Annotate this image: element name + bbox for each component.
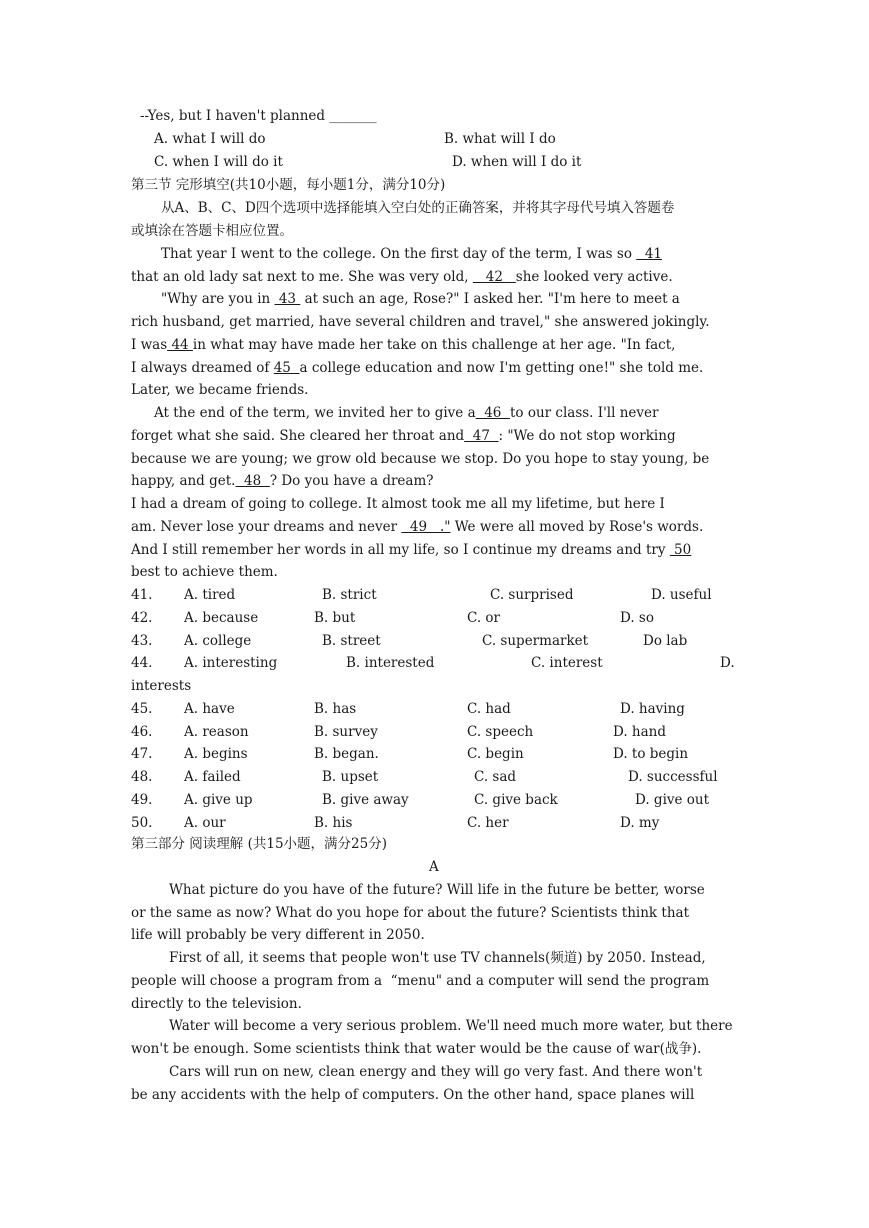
choice-option-d: D. [720, 655, 735, 671]
passage-line: forget what she said. She cleared her throat and 47 : "We do not stop working [131, 428, 676, 444]
passage-line: And I still remember her words in all my life, so I continue my dreams and try 50 [131, 542, 692, 558]
choice-option-a: A. tired [184, 587, 236, 603]
choice-option-d-continued: interests [131, 678, 192, 694]
reading-line: life will probably be very different in 2050. [131, 927, 425, 943]
q40-option-c: C. when I will do it [154, 154, 283, 170]
reading-line: What picture do you have of the future? Will life in the future be better, worse [169, 882, 705, 898]
choice-option-b: B. interested [346, 655, 435, 671]
q40-option-b: B. what will I do [444, 131, 556, 147]
choice-option-c: C. speech [467, 724, 534, 740]
section3-instruction-line1: 从A、B、C、D四个选项中选择能填入空白处的正确答案，并将其字母代号填入答题卷 [161, 200, 675, 216]
blank-42: 42 [472, 269, 516, 285]
passage-line: am. Never lose your dreams and never 49 ." We were all moved by Rose's words. [131, 519, 704, 535]
choice-option-c: C. her [467, 815, 509, 831]
choice-option-b: B. but [314, 610, 356, 626]
choice-number: 48. [131, 769, 153, 785]
section3-heading: 第三节 完形填空(共10小题，每小题1分，满分10分) [131, 177, 446, 193]
q40-option-a: A. what I will do [154, 131, 266, 147]
reading-line: Water will become a very serious problem. We'll need much more water, but there [169, 1018, 733, 1034]
reading-line: won't be enough. Some scientists think that water would be the cause of war(战争). [131, 1041, 702, 1057]
choice-option-a: A. college [184, 633, 252, 649]
choice-number: 41. [131, 587, 153, 603]
choice-option-d: D. my [620, 815, 660, 831]
passage-line: I had a dream of going to college. It almost took me all my lifetime, but here I [131, 496, 665, 512]
choice-option-a: A. have [184, 701, 235, 717]
passage-line: "Why are you in 43 at such an age, Rose?" I asked her. "I'm here to meet a [161, 291, 680, 307]
choice-option-d: D. to begin [613, 746, 689, 762]
choice-number: 47. [131, 746, 153, 762]
passage-line: that an old lady sat next to me. She was very old, 42 she looked very active. [131, 269, 673, 285]
choice-number: 42. [131, 610, 153, 626]
choice-number: 46. [131, 724, 153, 740]
passage-line: best to achieve them. [131, 564, 278, 580]
reading-line: or the same as now? What do you hope for about the future? Scientists think that [131, 905, 689, 921]
passage-line: I was 44 in what may have made her take on this challenge at her age. "In fact, [131, 337, 676, 353]
choice-option-a: A. give up [184, 792, 253, 808]
choice-number: 45. [131, 701, 153, 717]
choice-option-b: B. street [322, 633, 381, 649]
choice-option-c: C. supermarket [482, 633, 589, 649]
choice-option-b: B. give away [322, 792, 409, 808]
passage-line: I always dreamed of 45 a college education and now I'm getting one!" she told me. [131, 360, 704, 376]
choice-option-c: C. surprised [490, 587, 574, 603]
section3-instruction-line2: 或填涂在答题卡相应位置。 [131, 223, 293, 239]
choice-option-c: C. or [467, 610, 501, 626]
passage-line: happy, and get. 48 ? Do you have a dream? [131, 473, 434, 489]
q40-option-d: D. when will I do it [452, 154, 582, 170]
choice-option-d: D. give out [635, 792, 710, 808]
choice-option-c: C. begin [467, 746, 524, 762]
choice-number: 44. [131, 655, 153, 671]
blank-47: 47 [464, 428, 499, 444]
choice-option-a: A. reason [184, 724, 249, 740]
choice-option-c: C. give back [474, 792, 558, 808]
choice-option-b: B. upset [322, 769, 379, 785]
choice-option-d: D. successful [628, 769, 718, 785]
choice-option-c: C. had [467, 701, 511, 717]
choice-option-c: C. interest [531, 655, 603, 671]
q40-stem: --Yes, but I haven't planned _______ [140, 108, 377, 124]
choice-number: 50. [131, 815, 153, 831]
choice-option-b: B. strict [322, 587, 377, 603]
reading-line: First of all, it seems that people won't use TV channels(频道) by 2050. Instead, [169, 950, 706, 966]
choice-option-b: B. began. [314, 746, 379, 762]
choice-option-d: Do lab [643, 633, 688, 649]
passage-line: because we are young; we grow old because we stop. Do you hope to stay young, be [131, 451, 710, 467]
blank-46: 46 [475, 405, 510, 421]
passage-line: Later, we became friends. [131, 382, 309, 398]
reading-line: people will choose a program from a “menu" and a computer will send the program [131, 973, 710, 989]
part3-heading: 第三部分 阅读理解 (共15小题，满分25分) [131, 836, 387, 852]
choice-option-a: A. interesting [184, 655, 278, 671]
passage-label: A [429, 859, 439, 875]
choice-option-c: C. sad [474, 769, 517, 785]
choice-option-b: B. his [314, 815, 353, 831]
choice-option-d: D. useful [651, 587, 712, 603]
blank-45: 45 [273, 360, 300, 376]
choice-option-a: A. failed [184, 769, 241, 785]
blank-41: 41 [636, 246, 663, 262]
choice-option-d: D. having [620, 701, 685, 717]
blank-50: 50 [669, 542, 692, 558]
blank-43: 43 [274, 291, 301, 307]
reading-line: directly to the television. [131, 996, 302, 1012]
choice-option-a: A. our [184, 815, 226, 831]
choice-option-a: A. because [184, 610, 259, 626]
choice-option-d: D. so [620, 610, 654, 626]
choice-number: 49. [131, 792, 153, 808]
choice-option-b: B. survey [314, 724, 378, 740]
passage-line: That year I went to the college. On the first day of the term, I was so 41 [161, 246, 663, 262]
choice-option-a: A. begins [184, 746, 248, 762]
choice-option-b: B. has [314, 701, 357, 717]
passage-line: rich husband, get married, have several children and travel," she answered jokingly. [131, 314, 710, 330]
reading-line: be any accidents with the help of computers. On the other hand, space planes will [131, 1087, 695, 1103]
choice-option-d: D. hand [613, 724, 667, 740]
passage-line: At the end of the term, we invited her to give a 46 to our class. I'll never [154, 405, 659, 421]
blank-48: 48 [235, 473, 270, 489]
blank-44: 44 [167, 337, 193, 353]
choice-number: 43. [131, 633, 153, 649]
blank-49: 49 ." [401, 519, 451, 535]
reading-line: Cars will run on new, clean energy and they will go very fast. And there won't [169, 1064, 703, 1080]
